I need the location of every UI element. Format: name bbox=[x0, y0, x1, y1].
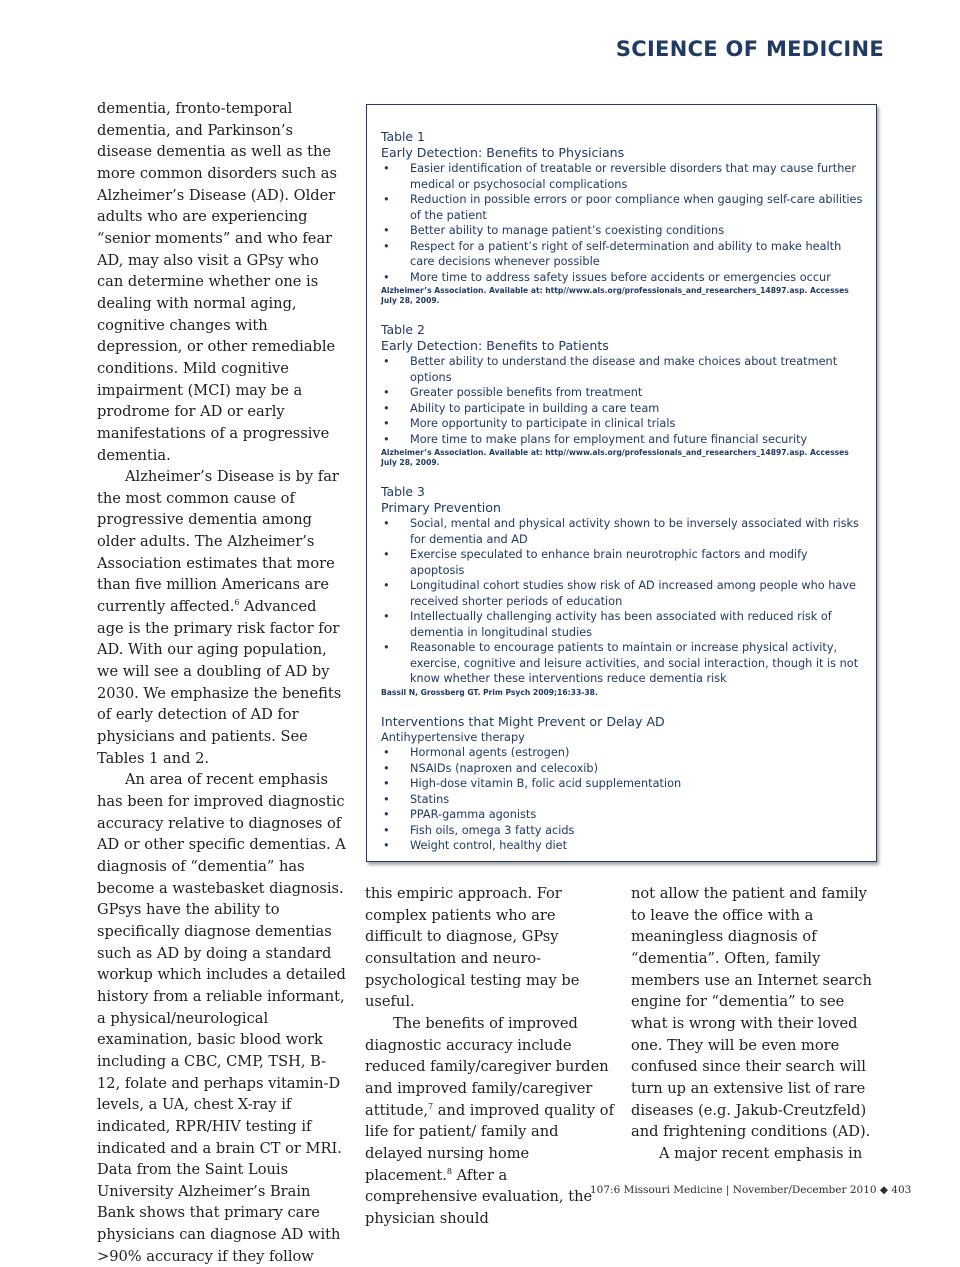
list-item: • Ability to participate in building a care team bbox=[381, 401, 864, 417]
text-column-3 bbox=[631, 883, 873, 1165]
table-3 bbox=[381, 484, 864, 698]
reference-mark: 7 bbox=[427, 1101, 434, 1111]
text-column-1 bbox=[97, 98, 347, 1267]
list-item: • More time to address safety issues before accidents or emergencies occur bbox=[381, 270, 864, 286]
bullet-list bbox=[381, 745, 864, 854]
table-2 bbox=[381, 322, 864, 468]
list-item: • Exercise speculated to enhance brain neurotrophic factors and modify apoptosis bbox=[381, 547, 864, 578]
paragraph: Alzheimer’s Disease is by far the most common cause of progressive dementia among older adults. The Alzheimer’s Association estimates that more than five million Americans are currently affected.$^6$ Advanced age is the primary risk factor for AD. With our aging population, we will see a doubling of AD by 2030. We emphasize the benefits of early detection of AD for physicians and patients. See Tables 1 and 2. bbox=[97, 468, 342, 767]
bullet-list bbox=[381, 354, 864, 447]
list-item: • Respect for a patient’s right of self-determination and ability to make health care decisions whenever possible bbox=[381, 239, 864, 270]
list-item: • Reduction in possible errors or poor compliance when gauging self-care abilities of the patient bbox=[381, 192, 864, 223]
list-item: • PPAR-gamma agonists bbox=[381, 807, 864, 823]
table-label: Table 2 bbox=[381, 322, 425, 337]
table-title: Early Detection: Benefits to Physicians bbox=[381, 145, 625, 160]
paragraph: A major recent emphasis in bbox=[659, 1144, 863, 1162]
paragraph: An area of recent emphasis has been for improved diagnostic accuracy relative to diagnoses of AD or other specific dementias. A diagnosis of “dementia” has become a wastebasket diagnosis. GPsys have the ability to specifically diagnose dementias such as AD by doing a standard workup which includes a detailed history from a reliable informant, a physical/neurological examination, basic blood work including a CBC, CMP, TSH, B-12, folate and perhaps vitamin-D levels, a UA, chest X-ray if indicated, RPR/HIV testing if indicated and a brain CT or MRI. Data from the Saint Louis University Alzheimer’s Brain Bank shows that primary care physicians can diagnose AD with >90% accuracy if they follow bbox=[97, 771, 346, 1265]
list-item: • Social, mental and physical activity shown to be inversely associated with risks for dementia and AD bbox=[381, 516, 864, 547]
list-item: • More time to make plans for employment and future financial security bbox=[381, 432, 864, 448]
table-label: Table 1 bbox=[381, 129, 425, 144]
list-item: • Easier identification of treatable or reversible disorders that may cause further medical or psychosocial complications bbox=[381, 161, 864, 192]
table-1 bbox=[381, 129, 864, 306]
list-item: • NSAIDs (naproxen and celecoxib) bbox=[381, 761, 864, 777]
table-label: Table 3 bbox=[381, 484, 425, 499]
section-title: SCIENCE OF MEDICINE bbox=[615, 37, 884, 61]
list-item: • Longitudinal cohort studies show risk of AD increased among people who have received shorter periods of education bbox=[381, 578, 864, 609]
table-title: Interventions that Might Prevent or Delay AD bbox=[381, 713, 665, 729]
tables-sidebar bbox=[366, 104, 877, 862]
list-item: • Weight control, healthy diet bbox=[381, 838, 864, 854]
list-item: • Reasonable to encourage patients to maintain or increase physical activity, exercise, cognitive and leisure activities, and social interaction, though it is not know whether these interventions reduce dementia risk bbox=[381, 640, 864, 687]
paragraph: this empiric approach. For complex patients who are difficult to diagnose, GPsy consultation and neuro-psychological testing may be useful. bbox=[365, 885, 580, 1011]
list-item: • Hormonal agents (estrogen) bbox=[381, 745, 864, 761]
table-source: Alzheimer’s Association. Available at: http//www.als.org/professionals_and_researchers_14897.asp. Accesses July 28, 2009. bbox=[381, 448, 849, 467]
list-item: • More opportunity to participate in clinical trials bbox=[381, 416, 864, 432]
list-item: • Better ability to manage patient’s coexisting conditions bbox=[381, 223, 864, 239]
text-column-2 bbox=[365, 883, 615, 1230]
table-source: Bassil N, Grossberg GT. Prim Psych 2009;16:33-38. bbox=[381, 687, 598, 697]
list-item: • Greater possible benefits from treatment bbox=[381, 385, 864, 401]
table-source: Alzheimer’s Association. Available at: http//www.als.org/professionals_and_researchers_14897.asp. Accesses July 28, 2009. bbox=[381, 286, 849, 305]
reference-mark: 8 bbox=[446, 1166, 452, 1176]
list-item: • Better ability to understand the disease and make choices about treatment options bbox=[381, 354, 864, 385]
list-item: • High-dose vitamin B, folic acid supplementation bbox=[381, 776, 864, 792]
interventions-list bbox=[381, 714, 864, 854]
table-title: Early Detection: Benefits to Patients bbox=[381, 338, 609, 353]
list-item: • Statins bbox=[381, 792, 864, 808]
paragraph: not allow the patient and family to leave the office with a meaningless diagnosis of “dementia”. Often, family members use an Internet search engine for “dementia” to see what is wrong with their loved one. They will be even more confused since their search will turn up an extensive list of rare diseases (e.g. Jakub-Creutzfeld) and frightening conditions (AD). bbox=[631, 885, 872, 1141]
paragraph: The benefits of improved diagnostic accuracy include reduced family/caregiver burden and improved family/caregiver attitude,$^7$ and improved quality of life for patient/ family and delayed nursing home placement.$^8$ After a comprehensive evaluation, the physician should bbox=[365, 1014, 614, 1227]
paragraph: dementia, fronto-temporal dementia, and Parkinson’s disease dementia as well as the more common disorders such as Alzheimer’s Disease (AD). Older adults who are experiencing “senior moments” and who fear AD, may also visit a GPsy who can determine whether one is dealing with normal aging, cognitive changes with depression, or other remediable conditions. Mild cognitive impairment (MCI) may be a prodrome for AD or early manifestations of a progressive dementia. bbox=[97, 100, 337, 464]
list-item: • Intellectually challenging activity has been associated with reduced risk of dementia in longitudinal studies bbox=[381, 609, 864, 640]
bullet-list bbox=[381, 161, 864, 285]
list-item: • Fish oils, omega 3 fatty acids bbox=[381, 823, 864, 839]
list-subtitle: Antihypertensive therapy bbox=[381, 730, 525, 744]
table-title: Primary Prevention bbox=[381, 500, 501, 515]
page-footer: 107:6 Missouri Medicine | November/December 2010 ◆ 403 bbox=[590, 1184, 912, 1196]
bullet-list bbox=[381, 516, 864, 687]
reference-mark: 6 bbox=[234, 598, 240, 608]
